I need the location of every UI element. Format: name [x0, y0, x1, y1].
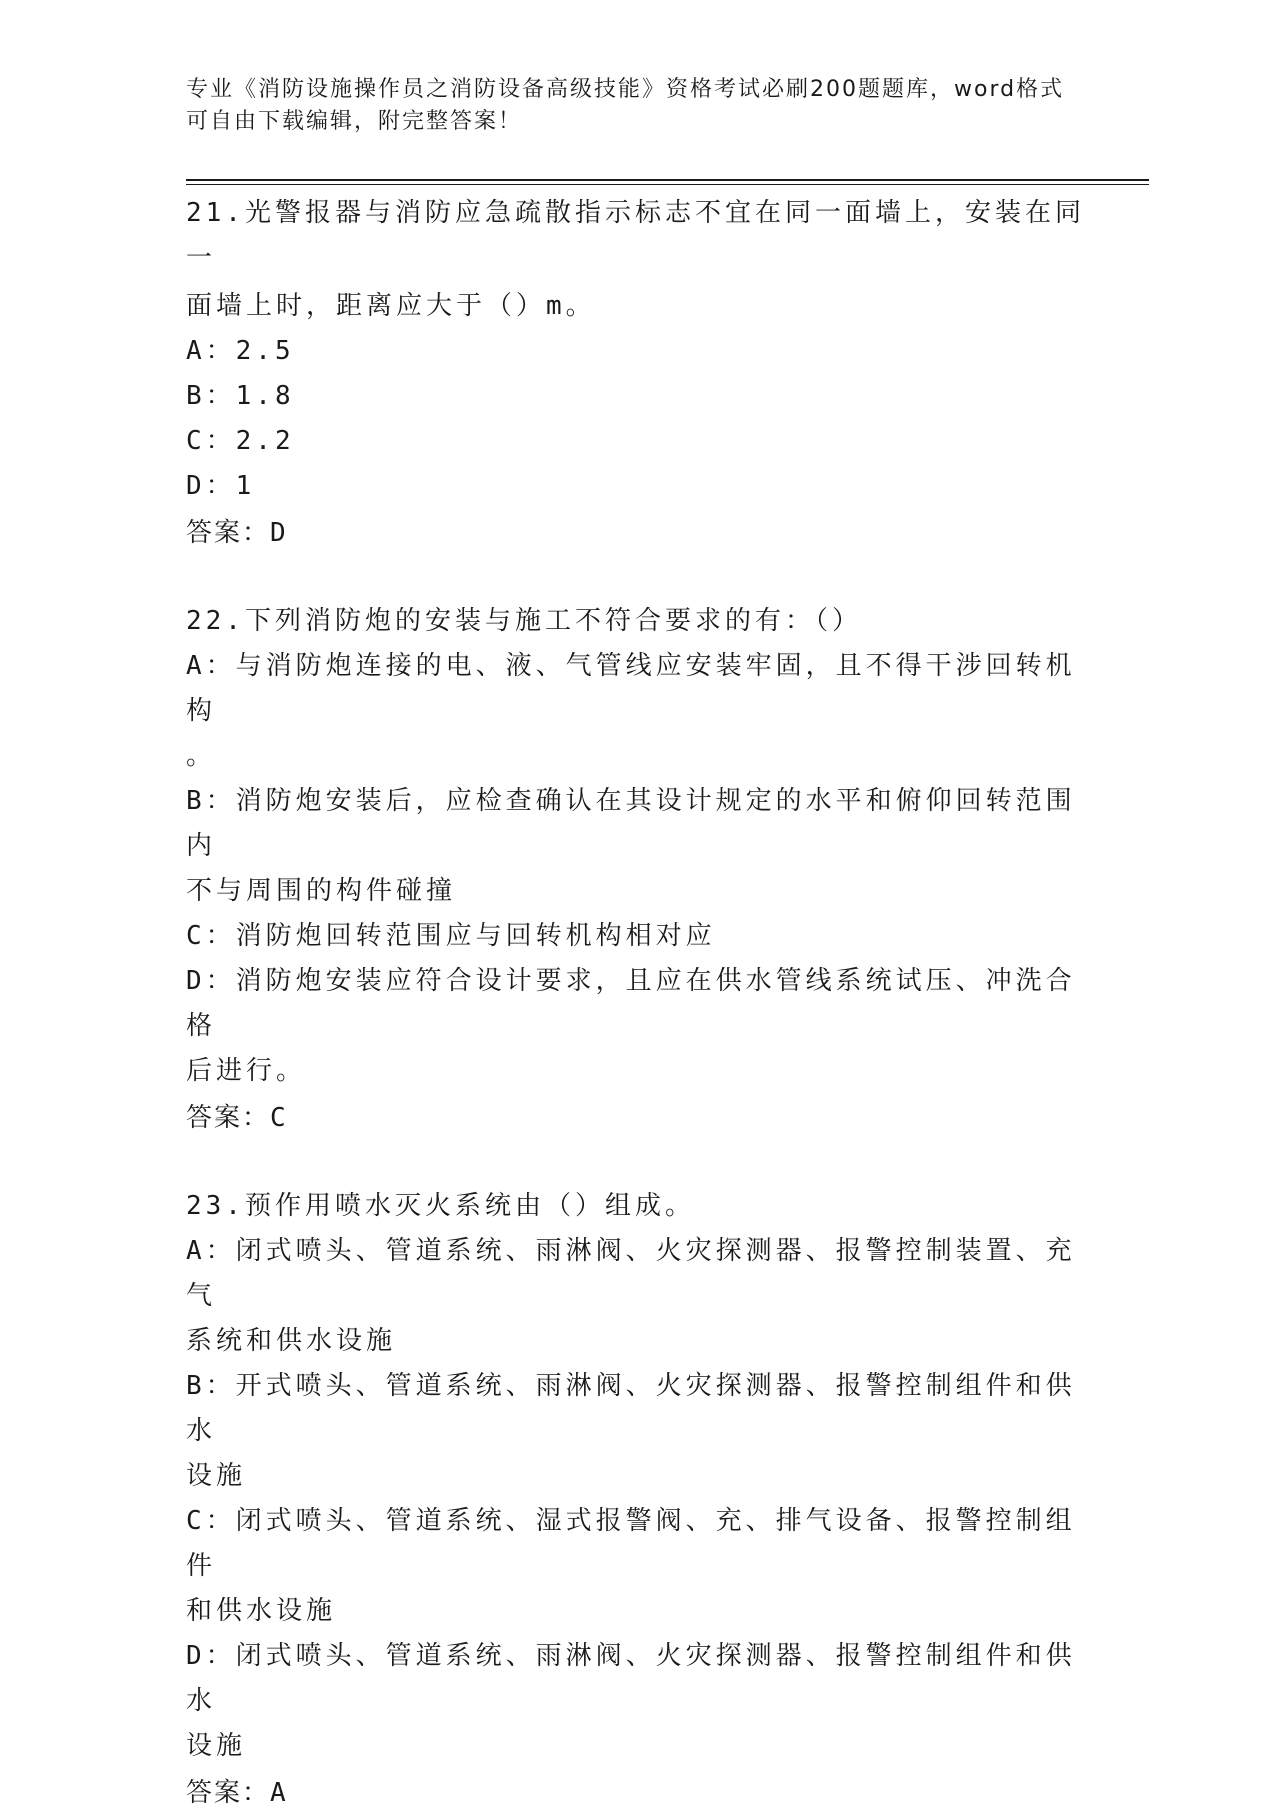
option-d-continued: 后进行。: [186, 1056, 307, 1086]
option-b: B：1.8: [186, 381, 295, 411]
option-d: D：1: [186, 471, 256, 501]
option-b: B：消防炮安装后，应检查确认在其设计规定的水平和俯仰回转范围内: [186, 786, 1076, 861]
option-a-continued: 系统和供水设施: [186, 1326, 397, 1356]
header-title: 专业《消防设施操作员之消防设备高级技能》资格考试必刷200题题库，word格式可自由下载编辑，附完整答案！: [186, 77, 1065, 134]
option-b-continued: 设施: [186, 1461, 247, 1491]
header-divider-thin: [186, 184, 1149, 185]
answer-label: 答案：: [186, 1103, 271, 1133]
option-a: A：2.5: [186, 336, 295, 366]
question-stem-line: 21.光警报器与消防应急疏散指示标志不宜在同一面墙上，安装在同一: [186, 198, 1085, 273]
option-a: A：闭式喷头、管道系统、雨淋阀、火灾探测器、报警控制装置、充气: [186, 1236, 1076, 1311]
option-c-continued: 和供水设施: [186, 1596, 337, 1626]
option-b: B：开式喷头、管道系统、雨淋阀、火灾探测器、报警控制组件和供水: [186, 1371, 1076, 1446]
answer-label: 答案：: [186, 518, 271, 548]
question-21: [186, 191, 1086, 556]
question-23: [186, 1184, 1086, 1816]
option-d: D：闭式喷头、管道系统、雨淋阀、火灾探测器、报警控制组件和供水: [186, 1641, 1076, 1716]
option-d-continued: 设施: [186, 1731, 247, 1761]
option-a-continued: 。: [186, 741, 217, 771]
answer-value: A: [270, 1778, 288, 1808]
question-stem-line: 22.下列消防炮的安装与施工不符合要求的有：（）: [186, 606, 862, 636]
question-stem-line: 23.预作用喷水灭火系统由（）组成。: [186, 1191, 695, 1221]
question-spacer: [186, 1141, 1086, 1181]
answer-line: [186, 1096, 1086, 1141]
answer-label: 答案：: [186, 1778, 271, 1808]
option-d: D：消防炮安装应符合设计要求，且应在供水管线系统试压、冲洗合格: [186, 966, 1076, 1041]
header-divider-thick: [186, 179, 1149, 181]
answer-line: [186, 511, 1086, 556]
option-c: C：闭式喷头、管道系统、湿式报警阀、充、排气设备、报警控制组件: [186, 1506, 1076, 1581]
question-22: [186, 599, 1086, 1141]
answer-value: C: [270, 1103, 288, 1133]
document-header: [186, 74, 1066, 138]
answer-line: [186, 1771, 1086, 1816]
option-a: A：与消防炮连接的电、液、气管线应安装牢固，且不得干涉回转机构: [186, 651, 1076, 726]
question-list: [186, 188, 1086, 1816]
question-spacer: [186, 556, 1086, 596]
option-b-continued: 不与周围的构件碰撞: [186, 876, 457, 906]
answer-value: D: [270, 518, 288, 548]
question-stem-line: 面墙上时，距离应大于（）m。: [186, 291, 596, 321]
option-c: C：消防炮回转范围应与回转机构相对应: [186, 921, 716, 951]
option-c: C：2.2: [186, 426, 295, 456]
